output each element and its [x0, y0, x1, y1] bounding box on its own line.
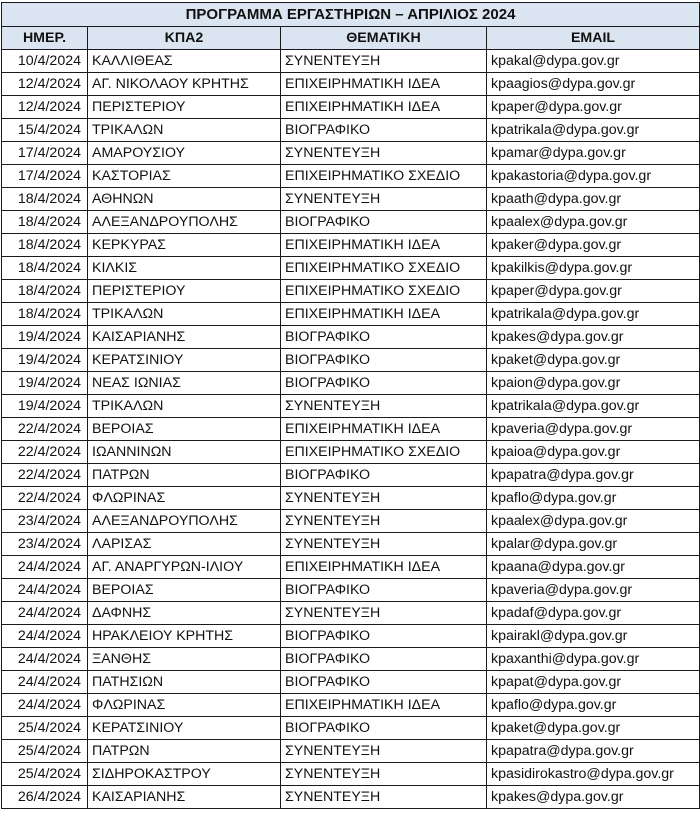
cell-date: 24/4/2024	[2, 579, 88, 602]
cell-theme: ΕΠΙΧΕΙΡΗΜΑΤΙΚΟ ΣΧΕΔΙΟ	[281, 280, 487, 303]
cell-date: 19/4/2024	[2, 395, 88, 418]
table-row	[2, 510, 700, 533]
cell-theme: ΕΠΙΧΕΙΡΗΜΑΤΙΚΟ ΣΧΕΔΙΟ	[281, 165, 487, 188]
cell-theme: ΒΙΟΓΡΑΦΙΚΟ	[281, 579, 487, 602]
cell-theme: ΕΠΙΧΕΙΡΗΜΑΤΙΚΗ ΙΔΕΑ	[281, 96, 487, 119]
cell-kpa: ΑΓ. ΝΙΚΟΛΑΟΥ ΚΡΗΤΗΣ	[88, 73, 281, 96]
table-body	[2, 50, 700, 809]
cell-email: kpaflo@dypa.gov.gr	[487, 694, 700, 717]
cell-date: 24/4/2024	[2, 556, 88, 579]
cell-kpa: ΚΕΡΑΤΣΙΝΙΟΥ	[88, 349, 281, 372]
cell-email: kpaflo@dypa.gov.gr	[487, 487, 700, 510]
cell-email: kpatrikala@dypa.gov.gr	[487, 303, 700, 326]
cell-email: kpapatra@dypa.gov.gr	[487, 740, 700, 763]
cell-kpa: ΑΜΑΡΟΥΣΙΟΥ	[88, 142, 281, 165]
table-row	[2, 602, 700, 625]
table-row	[2, 73, 700, 96]
cell-theme: ΒΙΟΓΡΑΦΙΚΟ	[281, 625, 487, 648]
table-row	[2, 303, 700, 326]
cell-email: kpakastoria@dypa.gov.gr	[487, 165, 700, 188]
table-row	[2, 280, 700, 303]
cell-theme: ΒΙΟΓΡΑΦΙΚΟ	[281, 211, 487, 234]
cell-date: 12/4/2024	[2, 96, 88, 119]
cell-theme: ΣΥΝΕΝΤΕΥΞΗ	[281, 142, 487, 165]
cell-kpa: ΑΘΗΝΩΝ	[88, 188, 281, 211]
cell-email: kpaioa@dypa.gov.gr	[487, 441, 700, 464]
cell-date: 24/4/2024	[2, 694, 88, 717]
cell-theme: ΣΥΝΕΝΤΕΥΞΗ	[281, 740, 487, 763]
table-row	[2, 579, 700, 602]
cell-date: 18/4/2024	[2, 280, 88, 303]
cell-date: 25/4/2024	[2, 717, 88, 740]
workshop-schedule-table	[1, 2, 700, 809]
cell-date: 24/4/2024	[2, 648, 88, 671]
cell-date: 22/4/2024	[2, 418, 88, 441]
cell-kpa: ΚΑΙΣΑΡΙΑΝΗΣ	[88, 786, 281, 809]
cell-kpa: ΒΕΡΟΙΑΣ	[88, 579, 281, 602]
cell-email: kpakal@dypa.gov.gr	[487, 50, 700, 73]
table-row	[2, 50, 700, 73]
cell-theme: ΣΥΝΕΝΤΕΥΞΗ	[281, 763, 487, 786]
cell-email: kpasidirokastro@dypa.gov.gr	[487, 763, 700, 786]
cell-kpa: ΚΕΡΚΥΡΑΣ	[88, 234, 281, 257]
cell-theme: ΒΙΟΓΡΑΦΙΚΟ	[281, 464, 487, 487]
cell-email: kpapat@dypa.gov.gr	[487, 671, 700, 694]
cell-email: kpalar@dypa.gov.gr	[487, 533, 700, 556]
cell-date: 22/4/2024	[2, 441, 88, 464]
cell-kpa: ΦΛΩΡΙΝΑΣ	[88, 487, 281, 510]
table-row	[2, 625, 700, 648]
cell-date: 25/4/2024	[2, 763, 88, 786]
cell-theme: ΕΠΙΧΕΙΡΗΜΑΤΙΚΗ ΙΔΕΑ	[281, 556, 487, 579]
cell-email: kpaalex@dypa.gov.gr	[487, 510, 700, 533]
cell-theme: ΣΥΝΕΝΤΕΥΞΗ	[281, 487, 487, 510]
cell-kpa: ΚΑΙΣΑΡΙΑΝΗΣ	[88, 326, 281, 349]
cell-email: kpaagios@dypa.gov.gr	[487, 73, 700, 96]
cell-date: 22/4/2024	[2, 464, 88, 487]
cell-email: kpaper@dypa.gov.gr	[487, 280, 700, 303]
cell-theme: ΒΙΟΓΡΑΦΙΚΟ	[281, 372, 487, 395]
cell-theme: ΕΠΙΧΕΙΡΗΜΑΤΙΚΗ ΙΔΕΑ	[281, 234, 487, 257]
cell-kpa: ΤΡΙΚΑΛΩΝ	[88, 395, 281, 418]
cell-email: kpaveria@dypa.gov.gr	[487, 579, 700, 602]
cell-date: 23/4/2024	[2, 533, 88, 556]
table-row	[2, 234, 700, 257]
cell-email: kpatrikala@dypa.gov.gr	[487, 119, 700, 142]
cell-date: 17/4/2024	[2, 142, 88, 165]
cell-theme: ΒΙΟΓΡΑΦΙΚΟ	[281, 671, 487, 694]
cell-date: 24/4/2024	[2, 671, 88, 694]
cell-email: kpamar@dypa.gov.gr	[487, 142, 700, 165]
cell-theme: ΒΙΟΓΡΑΦΙΚΟ	[281, 119, 487, 142]
cell-theme: ΣΥΝΕΝΤΕΥΞΗ	[281, 533, 487, 556]
cell-kpa: ΞΑΝΘΗΣ	[88, 648, 281, 671]
table-row	[2, 694, 700, 717]
cell-kpa: ΚΙΛΚΙΣ	[88, 257, 281, 280]
cell-theme: ΣΥΝΕΝΤΕΥΞΗ	[281, 188, 487, 211]
cell-email: kpakes@dypa.gov.gr	[487, 786, 700, 809]
table-row	[2, 464, 700, 487]
cell-date: 23/4/2024	[2, 510, 88, 533]
table-row	[2, 786, 700, 809]
cell-email: kpaveria@dypa.gov.gr	[487, 418, 700, 441]
cell-kpa: ΠΑΤΡΩΝ	[88, 740, 281, 763]
cell-kpa: ΝΕΑΣ ΙΩΝΙΑΣ	[88, 372, 281, 395]
cell-date: 26/4/2024	[2, 786, 88, 809]
table-row	[2, 648, 700, 671]
column-header-row	[2, 27, 700, 50]
cell-date: 18/4/2024	[2, 234, 88, 257]
cell-email: kpaalex@dypa.gov.gr	[487, 211, 700, 234]
cell-date: 17/4/2024	[2, 165, 88, 188]
cell-email: kpadaf@dypa.gov.gr	[487, 602, 700, 625]
cell-kpa: ΙΩΑΝΝΙΝΩΝ	[88, 441, 281, 464]
cell-date: 18/4/2024	[2, 211, 88, 234]
cell-date: 19/4/2024	[2, 372, 88, 395]
cell-kpa: ΔΑΦΝΗΣ	[88, 602, 281, 625]
cell-date: 18/4/2024	[2, 188, 88, 211]
cell-email: kpairakl@dypa.gov.gr	[487, 625, 700, 648]
table-row	[2, 326, 700, 349]
cell-theme: ΣΥΝΕΝΤΕΥΞΗ	[281, 395, 487, 418]
table-row	[2, 717, 700, 740]
table-row	[2, 533, 700, 556]
table-row	[2, 119, 700, 142]
cell-kpa: ΠΑΤΗΣΙΩΝ	[88, 671, 281, 694]
cell-date: 25/4/2024	[2, 740, 88, 763]
table-row	[2, 96, 700, 119]
cell-theme: ΣΥΝΕΝΤΕΥΞΗ	[281, 510, 487, 533]
cell-theme: ΕΠΙΧΕΙΡΗΜΑΤΙΚΟ ΣΧΕΔΙΟ	[281, 441, 487, 464]
table-row	[2, 142, 700, 165]
table-row	[2, 211, 700, 234]
cell-email: kpakilkis@dypa.gov.gr	[487, 257, 700, 280]
column-header-kpa: ΚΠΑ2	[88, 27, 281, 50]
cell-theme: ΕΠΙΧΕΙΡΗΜΑΤΙΚΗ ΙΔΕΑ	[281, 418, 487, 441]
title-row	[2, 3, 700, 27]
cell-date: 15/4/2024	[2, 119, 88, 142]
cell-theme: ΒΙΟΓΡΑΦΙΚΟ	[281, 326, 487, 349]
cell-kpa: ΛΑΡΙΣΑΣ	[88, 533, 281, 556]
cell-kpa: ΠΕΡΙΣΤΕΡΙΟΥ	[88, 280, 281, 303]
cell-kpa: ΤΡΙΚΑΛΩΝ	[88, 119, 281, 142]
cell-email: kpaker@dypa.gov.gr	[487, 234, 700, 257]
table-row	[2, 740, 700, 763]
cell-kpa: ΠΑΤΡΩΝ	[88, 464, 281, 487]
cell-theme: ΕΠΙΧΕΙΡΗΜΑΤΙΚΗ ΙΔΕΑ	[281, 73, 487, 96]
cell-kpa: ΚΑΛΛΙΘΕΑΣ	[88, 50, 281, 73]
cell-email: kpatrikala@dypa.gov.gr	[487, 395, 700, 418]
cell-theme: ΒΙΟΓΡΑΦΙΚΟ	[281, 717, 487, 740]
cell-theme: ΒΙΟΓΡΑΦΙΚΟ	[281, 648, 487, 671]
cell-theme: ΣΥΝΕΝΤΕΥΞΗ	[281, 50, 487, 73]
cell-kpa: ΑΓ. ΑΝΑΡΓΥΡΩΝ-ΙΛΙΟΥ	[88, 556, 281, 579]
table-row	[2, 441, 700, 464]
cell-theme: ΕΠΙΧΕΙΡΗΜΑΤΙΚΗ ΙΔΕΑ	[281, 694, 487, 717]
cell-date: 19/4/2024	[2, 349, 88, 372]
cell-date: 12/4/2024	[2, 73, 88, 96]
column-header-date: ΗΜΕΡ.	[2, 27, 88, 50]
cell-kpa: ΑΛΕΞΑΝΔΡΟΥΠΟΛΗΣ	[88, 510, 281, 533]
cell-theme: ΕΠΙΧΕΙΡΗΜΑΤΙΚΟ ΣΧΕΔΙΟ	[281, 257, 487, 280]
cell-email: kpaxanthi@dypa.gov.gr	[487, 648, 700, 671]
table-row	[2, 395, 700, 418]
cell-theme: ΕΠΙΧΕΙΡΗΜΑΤΙΚΗ ΙΔΕΑ	[281, 303, 487, 326]
table-title: ΠΡΟΓΡΑΜΜΑ ΕΡΓΑΣΤΗΡΙΩΝ – ΑΠΡΙΛΙΟΣ 2024	[2, 3, 700, 27]
cell-date: 18/4/2024	[2, 257, 88, 280]
table-row	[2, 418, 700, 441]
column-header-email: EMAIL	[487, 27, 700, 50]
table-row	[2, 487, 700, 510]
cell-theme: ΣΥΝΕΝΤΕΥΞΗ	[281, 602, 487, 625]
cell-email: kpaath@dypa.gov.gr	[487, 188, 700, 211]
cell-kpa: ΚΕΡΑΤΣΙΝΙΟΥ	[88, 717, 281, 740]
table-row	[2, 372, 700, 395]
cell-email: kpaket@dypa.gov.gr	[487, 717, 700, 740]
cell-date: 18/4/2024	[2, 303, 88, 326]
table-row	[2, 763, 700, 786]
cell-kpa: ΑΛΕΞΑΝΔΡΟΥΠΟΛΗΣ	[88, 211, 281, 234]
cell-kpa: ΒΕΡΟΙΑΣ	[88, 418, 281, 441]
cell-email: kpaket@dypa.gov.gr	[487, 349, 700, 372]
column-header-theme: ΘΕΜΑΤΙΚΗ	[281, 27, 487, 50]
cell-kpa: ΣΙΔΗΡΟΚΑΣΤΡΟΥ	[88, 763, 281, 786]
cell-email: kpaper@dypa.gov.gr	[487, 96, 700, 119]
cell-theme: ΣΥΝΕΝΤΕΥΞΗ	[281, 786, 487, 809]
cell-date: 24/4/2024	[2, 625, 88, 648]
cell-theme: ΒΙΟΓΡΑΦΙΚΟ	[281, 349, 487, 372]
table-row	[2, 671, 700, 694]
table-row	[2, 349, 700, 372]
cell-date: 19/4/2024	[2, 326, 88, 349]
cell-date: 24/4/2024	[2, 602, 88, 625]
cell-date: 10/4/2024	[2, 50, 88, 73]
table-header	[2, 3, 700, 50]
table-row	[2, 165, 700, 188]
cell-kpa: ΗΡΑΚΛΕΙΟΥ ΚΡΗΤΗΣ	[88, 625, 281, 648]
cell-kpa: ΠΕΡΙΣΤΕΡΙΟΥ	[88, 96, 281, 119]
cell-date: 22/4/2024	[2, 487, 88, 510]
cell-email: kpakes@dypa.gov.gr	[487, 326, 700, 349]
table-row	[2, 188, 700, 211]
cell-kpa: ΤΡΙΚΑΛΩΝ	[88, 303, 281, 326]
cell-email: kpapatra@dypa.gov.gr	[487, 464, 700, 487]
table-row	[2, 556, 700, 579]
cell-email: kpaion@dypa.gov.gr	[487, 372, 700, 395]
cell-kpa: ΚΑΣΤΟΡΙΑΣ	[88, 165, 281, 188]
cell-kpa: ΦΛΩΡΙΝΑΣ	[88, 694, 281, 717]
cell-email: kpaana@dypa.gov.gr	[487, 556, 700, 579]
table-row	[2, 257, 700, 280]
